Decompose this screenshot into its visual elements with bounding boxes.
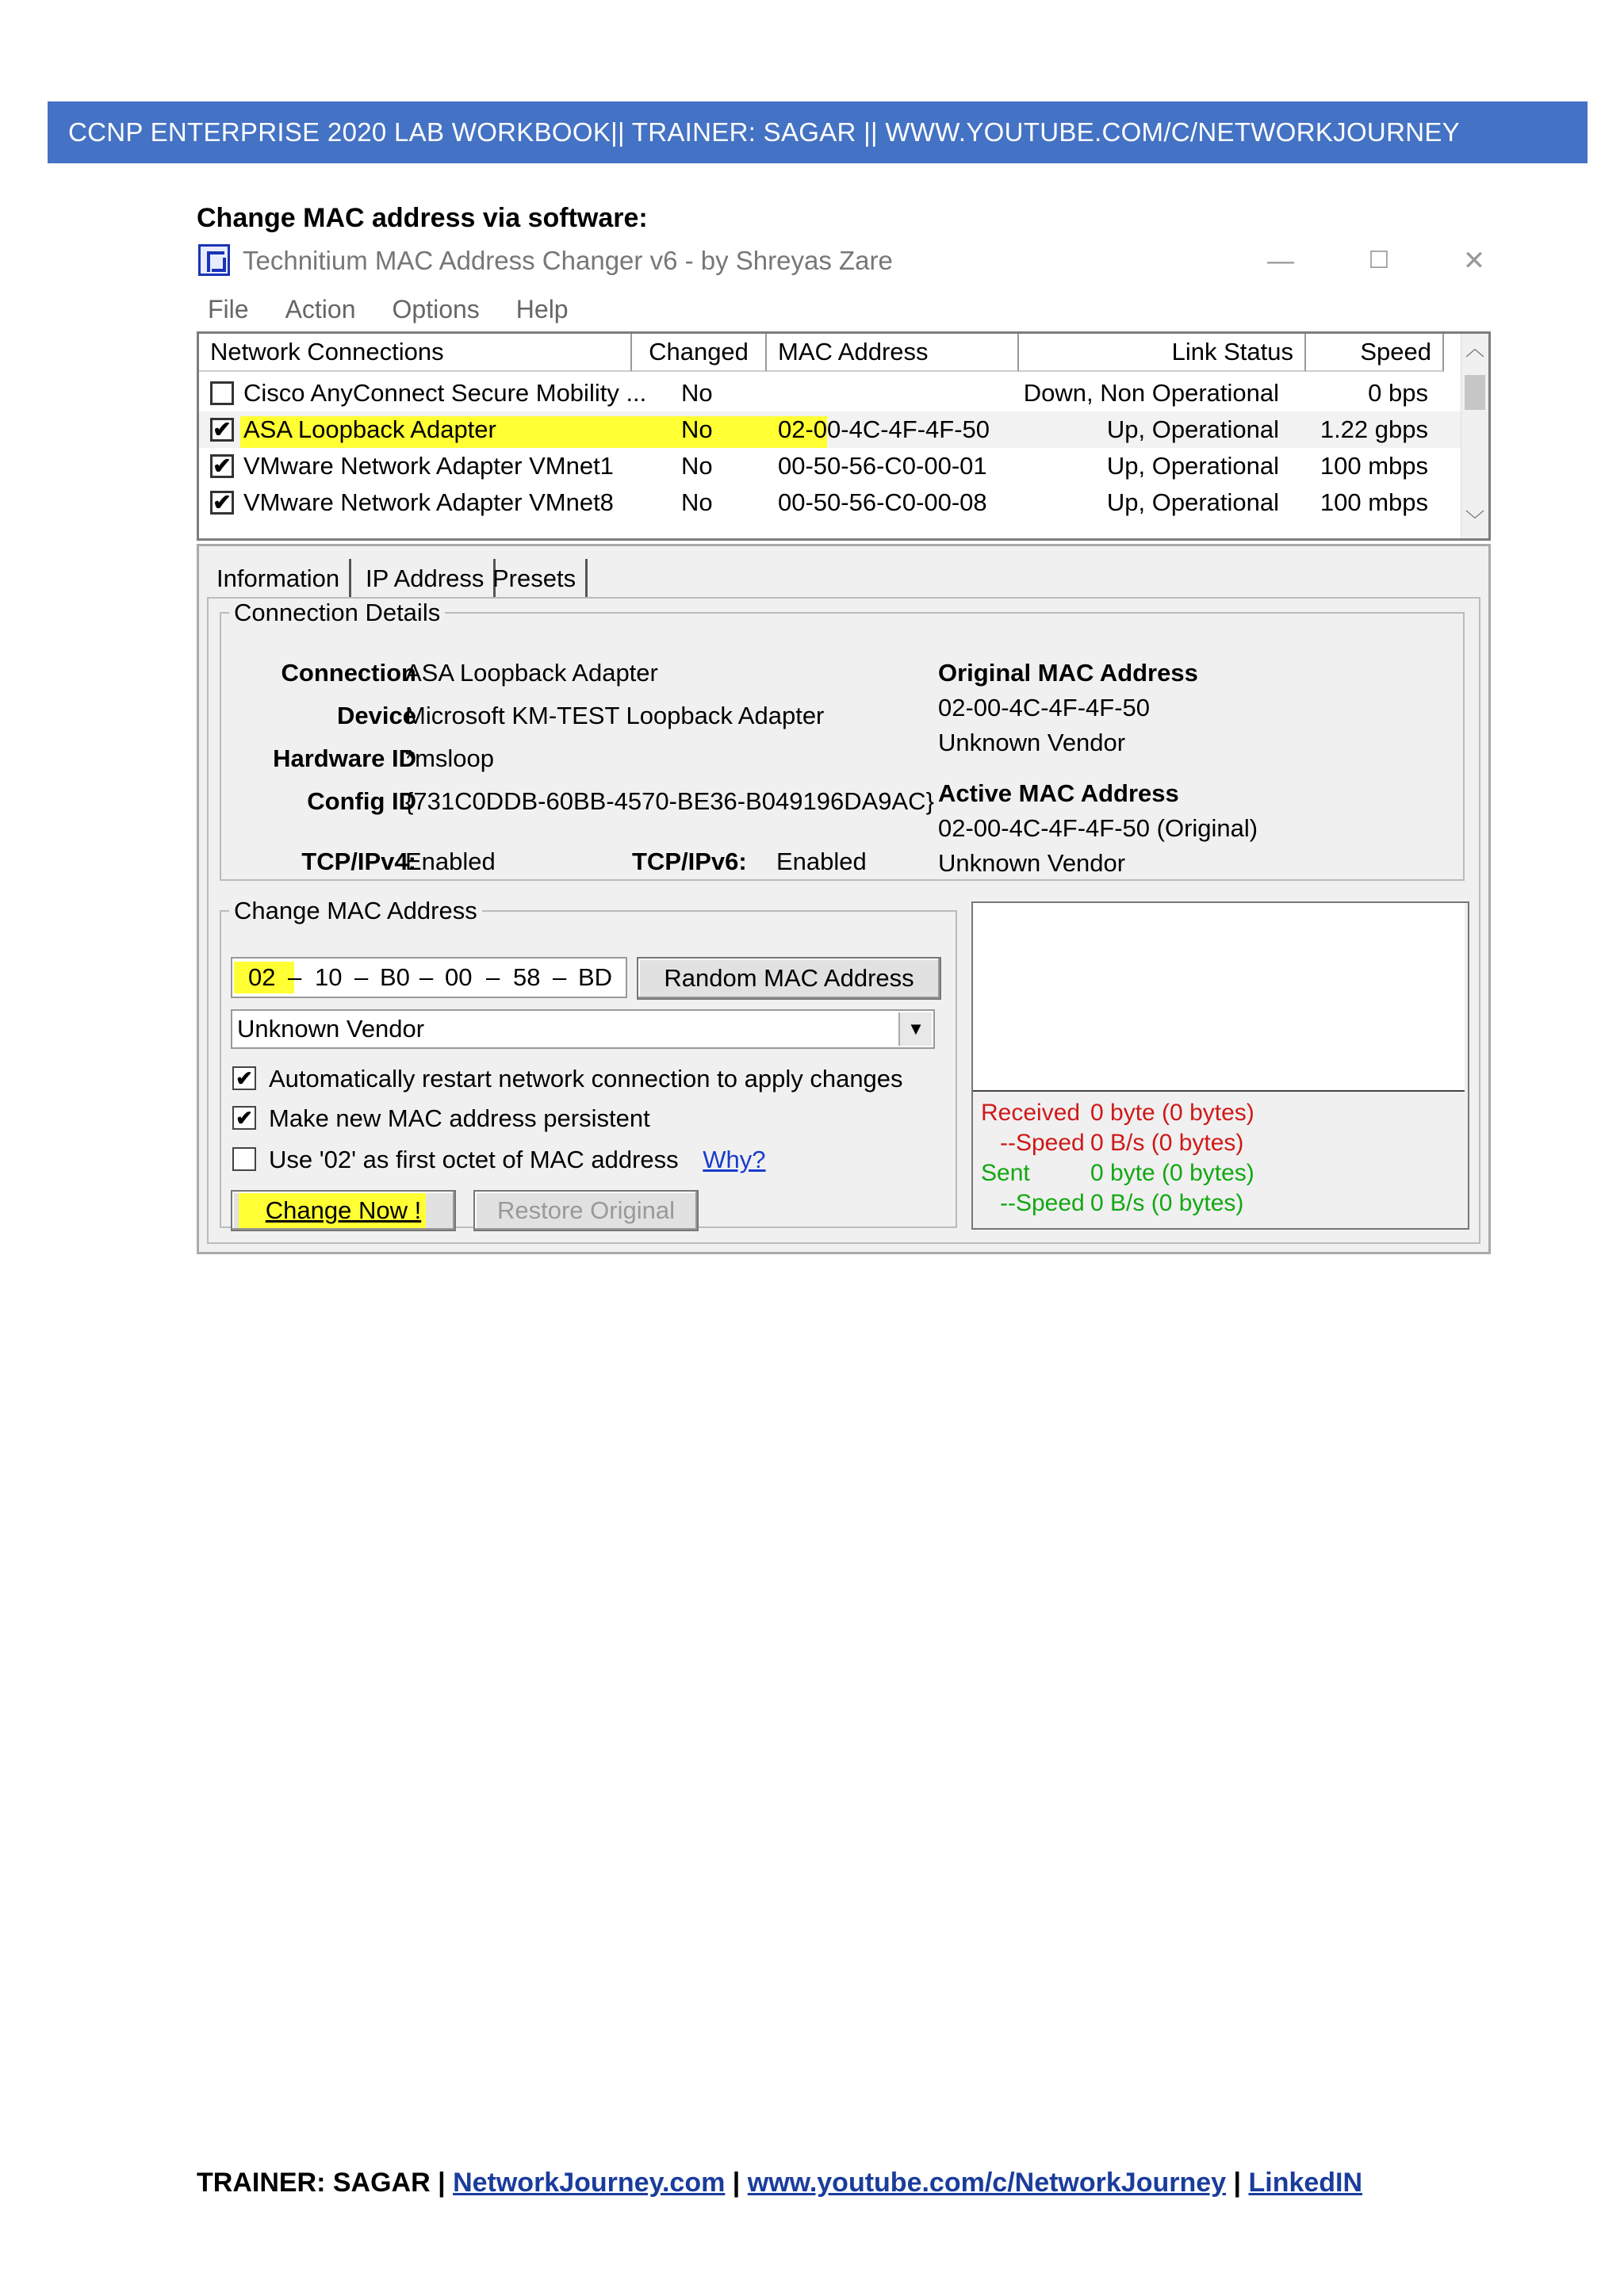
traffic-monitor xyxy=(971,901,1469,1230)
list-row[interactable] xyxy=(199,448,1468,484)
vendor-select-value: Unknown Vendor xyxy=(237,1015,425,1043)
list-row-selected[interactable] xyxy=(199,411,1468,448)
device-value: Microsoft KM-TEST Loopback Adapter xyxy=(405,702,825,729)
title-bar xyxy=(197,238,1491,285)
list-header xyxy=(199,334,1468,373)
original-vendor: Unknown Vendor xyxy=(938,729,1126,756)
hardware-id-value: *msloop xyxy=(405,744,494,772)
received-speed-value: 0 B/s (0 bytes) xyxy=(1090,1130,1244,1156)
change-now-label: Change Now ! xyxy=(265,1196,422,1224)
list-scrollbar[interactable] xyxy=(1461,334,1488,538)
change-now-button[interactable] xyxy=(231,1190,456,1231)
close-button[interactable]: ✕ xyxy=(1462,246,1486,276)
connection-value: ASA Loopback Adapter xyxy=(405,659,658,687)
row-changed: No xyxy=(681,415,713,443)
octet-separator: – xyxy=(419,963,434,991)
mac-address-input[interactable] xyxy=(231,957,627,998)
connection-details-legend: Connection Details xyxy=(234,599,441,626)
octet-separator: – xyxy=(354,963,369,991)
traffic-graph xyxy=(973,903,1465,1092)
received-label: Received xyxy=(981,1100,1081,1126)
sent-speed-label: --Speed xyxy=(1000,1190,1085,1216)
row-speed: 1.22 gbps xyxy=(1320,415,1428,443)
footer-separator: | xyxy=(732,2168,741,2198)
chevron-down-icon[interactable]: ▼ xyxy=(898,1012,932,1046)
menu-options[interactable]: Options xyxy=(392,295,480,323)
section-title: Change MAC address via software: xyxy=(197,203,648,233)
tab-ip-address[interactable]: IP Address xyxy=(356,559,496,599)
octet-separator: – xyxy=(486,963,500,991)
maximize-button[interactable]: ☐ xyxy=(1368,247,1390,274)
footer-link-youtube[interactable]: www.youtube.com/c/NetworkJourney xyxy=(747,2168,1227,2198)
mac-octet-3[interactable]: B0 xyxy=(380,963,410,991)
network-connections-list[interactable] xyxy=(197,331,1491,541)
row-speed: 0 bps xyxy=(1368,379,1428,407)
change-mac-group xyxy=(220,897,957,1228)
mac-octet-2[interactable]: 10 xyxy=(315,963,343,991)
scroll-down-icon[interactable]: ﹀ xyxy=(1465,510,1484,531)
active-mac-label: Active MAC Address xyxy=(938,779,1179,807)
row-checkbox[interactable]: ✔ xyxy=(210,418,234,442)
connection-label: Connection xyxy=(281,659,416,687)
tab-presets[interactable]: Presets xyxy=(483,559,588,599)
row-checkbox[interactable] xyxy=(210,381,234,405)
footer-separator: | xyxy=(1233,2168,1242,2198)
restore-original-button[interactable]: Restore Original xyxy=(473,1190,699,1231)
received-speed-label: --Speed xyxy=(1000,1130,1085,1156)
device-label: Device xyxy=(337,702,416,729)
sent-label: Sent xyxy=(981,1160,1030,1186)
footer-trainer: TRAINER: SAGAR | xyxy=(197,2168,446,2198)
row-mac: 02-00-4C-4F-4F-50 xyxy=(778,415,990,443)
scroll-up-icon[interactable]: ︿ xyxy=(1465,339,1484,360)
original-mac-value: 02-00-4C-4F-4F-50 xyxy=(938,694,1151,721)
hardware-id-label: Hardware ID xyxy=(273,744,416,772)
technitium-app-icon xyxy=(198,244,230,276)
column-changed[interactable]: Changed xyxy=(632,334,767,372)
persistent-mac-label: Make new MAC address persistent xyxy=(269,1104,650,1132)
received-value: 0 byte (0 bytes) xyxy=(1090,1100,1254,1126)
row-changed: No xyxy=(681,452,713,480)
first-octet-02-label xyxy=(269,1146,766,1174)
list-row[interactable] xyxy=(199,375,1468,411)
menu-help[interactable]: Help xyxy=(515,295,569,323)
column-network-connections[interactable]: Network Connections xyxy=(199,334,632,372)
why-link[interactable]: Why? xyxy=(703,1146,766,1173)
row-changed: No xyxy=(681,488,713,516)
menu-action[interactable]: Action xyxy=(285,295,356,323)
row-name: VMware Network Adapter VMnet8 xyxy=(243,488,614,516)
restart-connection-checkbox[interactable]: ✔ xyxy=(232,1066,256,1090)
row-status: Up, Operational xyxy=(1106,415,1279,443)
mac-octet-5[interactable]: 58 xyxy=(513,963,541,991)
document-footer xyxy=(197,2168,1362,2198)
details-panel xyxy=(197,544,1491,1254)
tcpipv6-label: TCP/IPv6: xyxy=(632,848,747,875)
document-header: CCNP ENTERPRISE 2020 LAB WORKBOOK|| TRAINER: SAGAR || WWW.YOUTUBE.COM/C/NETWORKJOURNEY xyxy=(48,101,1588,163)
scroll-thumb[interactable] xyxy=(1465,375,1485,410)
active-vendor: Unknown Vendor xyxy=(938,849,1126,877)
row-status: Up, Operational xyxy=(1106,488,1279,516)
row-name: VMware Network Adapter VMnet1 xyxy=(243,452,614,480)
octet-separator: – xyxy=(553,963,567,991)
information-tab-page xyxy=(207,597,1480,1244)
window-title: Technitium MAC Address Changer v6 - by Shreyas Zare xyxy=(243,246,893,275)
persistent-mac-checkbox[interactable]: ✔ xyxy=(232,1106,256,1130)
menu-bar xyxy=(197,289,594,330)
row-speed: 100 mbps xyxy=(1320,488,1428,516)
tab-information[interactable]: Information xyxy=(207,559,351,599)
footer-link-networkjourney[interactable]: NetworkJourney.com xyxy=(453,2168,726,2198)
row-changed: No xyxy=(681,379,713,407)
column-mac-address[interactable]: MAC Address xyxy=(767,334,1019,372)
tcpipv4-value: Enabled xyxy=(405,848,496,875)
first-octet-02-checkbox[interactable] xyxy=(232,1147,256,1171)
column-link-status[interactable]: Link Status xyxy=(1019,334,1306,372)
vendor-select[interactable] xyxy=(231,1009,935,1049)
mac-octet-1[interactable]: 02 xyxy=(248,963,276,991)
row-mac: 00-50-56-C0-00-08 xyxy=(778,488,987,516)
menu-file[interactable]: File xyxy=(208,295,249,323)
octet-separator: – xyxy=(288,963,302,991)
change-mac-legend: Change MAC Address xyxy=(234,897,477,924)
mac-octet-6[interactable]: BD xyxy=(578,963,613,991)
row-checkbox[interactable]: ✔ xyxy=(210,454,234,478)
active-mac-value: 02-00-4C-4F-4F-50 (Original) xyxy=(938,814,1258,842)
footer-link-linkedin[interactable]: LinkedIN xyxy=(1248,2168,1363,2198)
tcpipv4-label: TCP/IPv4: xyxy=(301,848,416,875)
config-id-label: Config ID xyxy=(307,787,416,815)
row-mac: 00-50-56-C0-00-01 xyxy=(778,452,987,480)
row-status: Up, Operational xyxy=(1106,452,1279,480)
mac-octet-4[interactable]: 00 xyxy=(445,963,473,991)
random-mac-button[interactable]: Random MAC Address xyxy=(637,957,941,1000)
row-name: ASA Loopback Adapter xyxy=(243,415,496,443)
column-speed[interactable]: Speed xyxy=(1306,334,1444,372)
tcpipv6-value: Enabled xyxy=(776,848,867,875)
row-speed: 100 mbps xyxy=(1320,452,1428,480)
row-checkbox[interactable]: ✔ xyxy=(210,491,234,515)
connection-details-group xyxy=(220,599,1465,881)
minimize-button[interactable]: — xyxy=(1267,246,1294,276)
row-status: Down, Non Operational xyxy=(1023,379,1279,407)
list-row[interactable] xyxy=(199,484,1468,521)
app-window xyxy=(197,238,1491,1254)
row-name: Cisco AnyConnect Secure Mobility ... xyxy=(243,379,647,407)
original-mac-label: Original MAC Address xyxy=(938,659,1198,687)
sent-value: 0 byte (0 bytes) xyxy=(1090,1160,1254,1186)
config-id-value: {731C0DDB-60BB-4570-BE36-B049196DA9AC} xyxy=(405,787,934,815)
sent-speed-value: 0 B/s (0 bytes) xyxy=(1090,1190,1244,1216)
restart-connection-label: Automatically restart network connection to apply changes xyxy=(269,1065,903,1093)
first-octet-02-text: Use '02' as first octet of MAC address xyxy=(269,1146,679,1173)
